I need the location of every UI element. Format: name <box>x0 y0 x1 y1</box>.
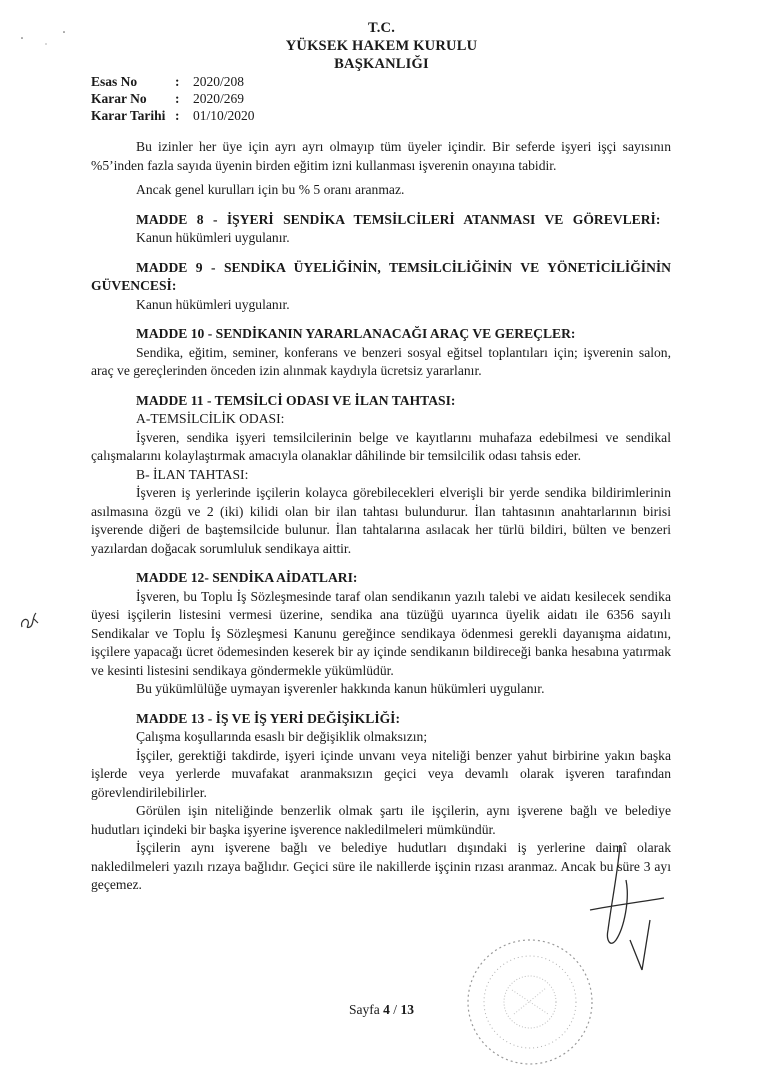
madde-12-text-2: Bu yükümlülüğe uymayan işverenler hakkında kanun hükümleri uygulanır. <box>136 681 545 696</box>
madde-9-text: Kanun hükümleri uygulanır. <box>136 296 290 312</box>
tarih-value: 01/10/2020 <box>193 108 255 123</box>
karar-value: 2020/269 <box>193 91 245 106</box>
madde-13-text-4: İşçilerin aynı işverene bağlı ve belediye hudutları dışındaki iş yerlerine daimî olarak nakledilmeleri yazılı rızaya bağlıdır. Geçici süre ile nakillerde işçinin rızası aranmaz. Ancak bu süre 3 ayı geçemez. <box>91 840 671 892</box>
header-presidency: BAŞKANLIĞI <box>334 56 429 72</box>
madde-8-text: Kanun hükümleri uygulanır. <box>136 230 290 245</box>
document-body <box>91 138 671 895</box>
madde-11-a-label: A-TEMSİLCİLİK ODASI: <box>136 411 285 426</box>
karar-colon: : <box>175 91 180 106</box>
header-tc: T.C. <box>367 20 396 36</box>
esas-row <box>91 73 255 90</box>
case-meta <box>91 73 255 124</box>
madde-10-text: Sendika, eğitim, seminer, konferans ve benzeri sosyal eğitsel toplantıları için; işverenin salon, araç ve gereçlerinden önceden izin alınmak kaydıyla ücretsiz yararlanır. <box>91 344 671 378</box>
madde-13-text-1: Çalışma koşullarında esaslı bir değişiklik olmaksızın; <box>136 729 428 744</box>
madde-9-title: MADDE 9 - SENDİKA ÜYELİĞİNİN, TEMSİLCİLİĞİNİN VE YÖNETİCİLİĞİNİN GÜVENCESİ: <box>91 259 671 293</box>
madde-11-b-label: B- İLAN TAHTASI: <box>136 466 249 482</box>
tarih-row <box>91 107 255 124</box>
madde-12-title: MADDE 12- SENDİKA AİDATLARI: <box>136 570 358 585</box>
madde-13-title: MADDE 13 - İŞ VE İŞ YERİ DEĞİŞİKLİĞİ: <box>136 710 401 726</box>
tarih-label: Karar Tarihi <box>91 108 166 123</box>
footer-separator: / <box>393 1002 398 1017</box>
margin-initial-mark <box>16 607 42 633</box>
madde-10-title: MADDE 10 - SENDİKANIN YARARLANACAĞI ARAÇ VE GEREÇLER: <box>136 326 576 341</box>
madde-13-text-3: Görülen işin niteliğinde benzerlik olmak şartı ile işçilerin, aynı işverene bağlı ve belediye hudutları içindeki bir başka işyerine işverence nakledilmeleri mümkündür. <box>91 803 671 837</box>
official-seal-stamp <box>452 930 602 1070</box>
esas-value: 2020/208 <box>193 74 245 89</box>
page-footer <box>0 1002 763 1018</box>
footer-page-number: 4 <box>383 1002 390 1017</box>
madde-11-title: MADDE 11 - TEMSİLCİ ODASI VE İLAN TAHTASI: <box>136 392 456 408</box>
header-institution: YÜKSEK HAKEM KURULU <box>285 38 478 54</box>
karar-label: Karar No <box>91 91 147 106</box>
footer-prefix: Sayfa <box>349 1002 380 1017</box>
madde-12-text-1: İşveren, bu Toplu İş Sözleşmesinde taraf olan sendikanın yazılı talebi ve aidatı kesilecek sendika üyesi işçilerin listesini vermesi üzerine, sendika ana tüzüğü uyarınca üyelik aidatı ile 6356 sayılı Sendikalar ve Toplu İş Sözleşmesi Kanunu gereğince sendikaya ödenmesi gerekli dayanışma aidatını, işçilere yapacağı ücret ödemesinden keserek bir ay içinde sendikanın bildireceği banka hesabına yatırmak ve kesinti listesini sendikaya göndermekle yükümlüdür. <box>91 588 671 678</box>
esas-label: Esas No <box>91 74 138 89</box>
footer-total-pages: 13 <box>400 1002 414 1017</box>
karar-row <box>91 90 255 107</box>
paragraph-izin: Bu izinler her üye için ayrı ayrı olmayıp tüm üyeler içindir. Bir seferde işyeri işçi sayısının %5’inden fazla sayıda üyenin birden eğitim izni kullanması işverenin onayına tabidir. <box>91 139 671 173</box>
esas-colon: : <box>175 74 180 89</box>
paragraph-genel-kurul: Ancak genel kurulları için bu % 5 oranı aranmaz. <box>136 182 405 197</box>
madde-11-b-text: İşveren iş yerlerinde işçilerin kolayca görebilecekleri elverişli bir yerde sendika bildirimlerinin asılmasına özgü ve 2 (iki) kilidi olan bir ilan tahtası bulundurur. İlan tahtasının anahtarlarının birisi işverende diğeri de baştemsilcide bulunur. İlan tahtalarına asılacak her türlü bildiri, bülten ve benzeri yazılardan doğacak sorumluluk sendikaya aittir. <box>91 485 671 556</box>
madde-13-text-2: İşçiler, gerektiği takdirde, işyeri içinde unvanı veya niteliği benzer yahut birbirine yakın başka işlerde veya yerlerde muvafakat aranmaksızın geçici veya devamlı olarak işveren tarafından görevlendirilebilirler. <box>91 747 671 800</box>
madde-8-title: MADDE 8 - İŞYERİ SENDİKA TEMSİLCİLERİ ATANMASI VE GÖREVLERİ: <box>136 211 661 227</box>
madde-11-a-text: İşveren, sendika işyeri temsilcilerinin belge ve kayıtlarını muhafaza edebilmesi ve sendikal çalışmalarını kolaylaştırmak amacıyla olanaklar dâhilinde bir temsilcilik odası tahsis eder. <box>91 429 671 463</box>
tarih-colon: : <box>175 108 180 123</box>
